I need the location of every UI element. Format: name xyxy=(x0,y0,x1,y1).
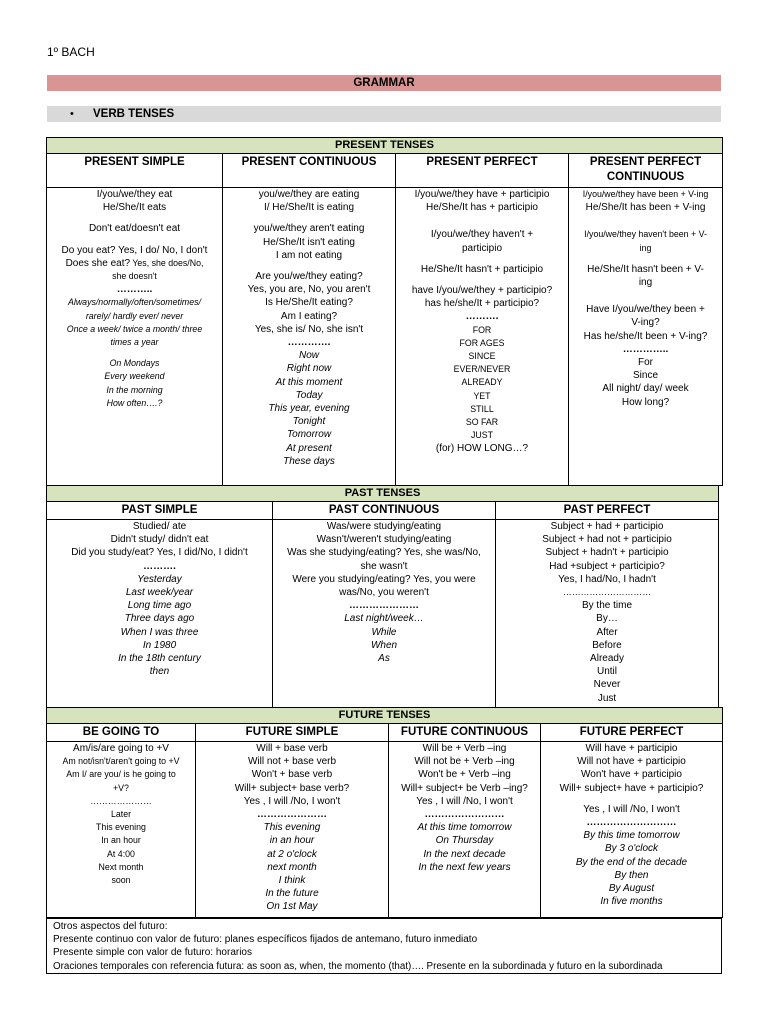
past-simple-cell xyxy=(47,520,273,708)
cell-line: SO FAR xyxy=(465,417,499,428)
spacer xyxy=(399,255,565,263)
cell-line: Yes, you are, No, you aren't xyxy=(247,284,371,296)
cell-line: Didn't study/ didn't eat xyxy=(110,534,209,546)
present-continuous-cell xyxy=(223,188,396,486)
cell-line: at 2 o'clock xyxy=(267,848,317,860)
cell-line: Were you studying/eating? Yes, you were xyxy=(292,573,476,585)
spacer xyxy=(50,214,219,222)
cell-line: He/She/It eats xyxy=(102,202,167,214)
note-line: Presente continuo con valor de futuro: planes específicos fijados de antemano, futuro inmediato xyxy=(53,934,478,946)
cell-line: FOR xyxy=(472,324,492,335)
cell-line: As xyxy=(378,653,390,665)
cell-line: Will+ subject+ base verb? xyxy=(234,782,350,794)
cell-line: next month xyxy=(267,861,317,873)
cell-line: ………………… xyxy=(257,809,327,821)
cell-line: (for) HOW LONG…? xyxy=(435,443,529,455)
cell-line: ing xyxy=(639,242,652,253)
cell-line: ………….. xyxy=(622,343,669,355)
cell-line: I am not eating xyxy=(275,249,343,261)
cell-line: When I was three xyxy=(120,626,199,638)
cell-line: Did you study/eat? Yes, I did/No, I didn't xyxy=(71,547,248,559)
cell-line: He/She/It hasn't been + V- xyxy=(587,263,704,275)
cell-line: Do you eat? Yes, I do/ No, I don't xyxy=(61,244,208,256)
header-past-perfect: PAST PERFECT xyxy=(496,502,719,520)
spacer xyxy=(572,214,719,228)
cell-line: Since xyxy=(633,370,659,382)
cell-line: In the future xyxy=(265,888,319,900)
cell-line: By the end of the decade xyxy=(575,856,688,868)
cell-line: in an hour xyxy=(269,835,315,847)
spacer xyxy=(50,349,219,357)
cell-line: After xyxy=(596,626,618,638)
cell-line: Will not be + Verb –ing xyxy=(414,756,515,768)
cell-line: Always/normally/often/sometimes/ xyxy=(68,297,201,308)
cell-line: Before xyxy=(592,639,622,651)
cell-line: Tonight xyxy=(292,416,326,428)
cell-line: In the 18th century xyxy=(118,653,201,665)
past-tenses-table xyxy=(46,485,719,708)
cell-line: He/She/It has been + V-ing xyxy=(585,202,706,214)
spacer xyxy=(572,289,719,303)
cell-line: SINCE xyxy=(468,351,496,362)
cell-line: Next month xyxy=(98,861,144,872)
cell-line: In the morning xyxy=(106,384,163,395)
cell-line: Will be + Verb –ing xyxy=(422,743,507,754)
cell-line: participio xyxy=(461,242,503,254)
cell-line: These days xyxy=(283,455,335,467)
cell-line: ………………………… xyxy=(563,587,651,598)
cell-line: soon xyxy=(111,875,131,886)
cell-line: At this time tomorrow xyxy=(417,822,512,834)
cell-line: Just xyxy=(597,692,617,704)
verb-tenses-heading: VERB TENSES xyxy=(93,108,175,120)
cell-line: ……….. xyxy=(116,284,153,296)
cell-line: Already xyxy=(590,653,624,665)
cell-line: He/She/It hasn't + participio xyxy=(420,263,544,275)
cell-line: Won't + base verb xyxy=(251,769,333,781)
cell-line: In an hour xyxy=(101,835,141,846)
cell-line: ALREADY xyxy=(461,377,503,388)
cell-line: I/ He/She/It is eating xyxy=(263,202,355,214)
cell-line: Last night/week… xyxy=(344,613,424,625)
cell-line: JUST xyxy=(471,430,493,441)
cell-line: ……………………… xyxy=(586,817,677,829)
cell-line: have I/you/we/they + participio? xyxy=(411,285,553,297)
cell-line: Will+ subject+ have + participio? xyxy=(559,782,704,794)
cell-line: Was/were studying/eating xyxy=(326,521,442,532)
cell-line: ………. xyxy=(143,560,176,572)
cell-line: Three days ago xyxy=(124,613,195,625)
cell-line: He/She/It isn't eating xyxy=(263,236,355,248)
cell-line: Every weekend xyxy=(104,371,165,382)
cell-line: Yes, she is/ No, she isn't xyxy=(254,323,364,335)
cell-line: Am I eating? xyxy=(280,310,338,322)
bullet-icon: • xyxy=(70,108,74,120)
note-line: Presente simple con valor de futuro: horarios xyxy=(53,947,252,959)
cell-line: Yes, I had/No, I hadn't xyxy=(558,573,656,585)
cell-line: YET xyxy=(473,390,491,401)
cell-line: All night/ day/ week xyxy=(602,383,689,395)
cell-line: …………………… xyxy=(424,809,505,821)
present-tenses-table xyxy=(46,137,723,486)
spacer xyxy=(572,255,719,263)
course-label: 1º BACH xyxy=(47,45,95,59)
cell-line: ………. xyxy=(465,311,499,323)
grammar-title: GRAMMAR xyxy=(47,75,721,91)
cell-line: STILL xyxy=(470,403,494,414)
cell-line: Wasn't/weren't studying/eating xyxy=(316,534,452,546)
spacer xyxy=(50,236,219,244)
cell-line: This evening xyxy=(263,822,321,834)
cell-line: ………………… xyxy=(90,795,152,806)
cell-line: By then xyxy=(614,869,649,881)
cell-line: On Mondays xyxy=(109,358,160,369)
cell-line: He/She/It has + participio xyxy=(425,202,538,214)
cell-line: I think xyxy=(278,875,306,887)
header-future-perfect: FUTURE PERFECT xyxy=(541,724,723,742)
cell-line: When xyxy=(370,639,398,651)
cell-line: Once a week/ twice a month/ three xyxy=(66,323,203,334)
cell-line: +V? xyxy=(113,782,129,793)
cell-line: you/we/they are eating xyxy=(258,189,360,200)
cell-line: I/you/we/they haven't + xyxy=(430,229,534,241)
cell-line: While xyxy=(371,626,397,638)
cell-line: Won't be + Verb –ing xyxy=(418,769,511,781)
cell-line: Last week/year xyxy=(125,587,194,599)
cell-line: Today xyxy=(295,389,323,401)
cell-line: Tomorrow xyxy=(286,429,332,441)
cell-line: FOR AGES xyxy=(459,337,505,348)
cell-line: At this moment xyxy=(275,376,343,388)
header-present-perfect-continuous: PRESENT PERFECT CONTINUOUS xyxy=(569,154,723,188)
present-perfect-cell xyxy=(396,188,569,486)
cell-line: …………. xyxy=(287,337,331,349)
cell-line: Is He/She/It eating? xyxy=(265,297,353,309)
cell-line: By the time xyxy=(581,600,633,612)
cell-line: Subject + had not + participio xyxy=(542,534,672,546)
past-tenses-title: PAST TENSES xyxy=(47,486,719,502)
cell-line: In 1980 xyxy=(142,639,177,651)
spacer xyxy=(226,262,392,270)
cell-line-small: Yes, she does/No, xyxy=(130,257,204,268)
cell-line: Subject + hadn't + participio xyxy=(545,547,669,559)
cell-line: I/you/we/they haven't been + V- xyxy=(584,229,707,240)
header-past-simple: PAST SIMPLE xyxy=(47,502,273,520)
cell-line: Subject + had + participio xyxy=(550,521,664,532)
cell-line: Never xyxy=(593,679,621,691)
cell-line: Long time ago xyxy=(127,600,192,612)
header-present-continuous: PRESENT CONTINUOUS xyxy=(223,154,396,188)
past-continuous-cell xyxy=(273,520,496,708)
spacer xyxy=(399,214,565,228)
cell-line: I/you/we/they eat xyxy=(96,189,173,200)
cell-line: Won't have + participio xyxy=(581,769,682,781)
future-notes-box xyxy=(46,918,722,974)
cell-line: Am I/ are you/ is he going to xyxy=(66,769,176,780)
cell-line: Was she studying/eating? Yes, she was/No, xyxy=(287,547,481,559)
cell-line: In the next few years xyxy=(418,861,511,873)
cell-line: Will not + base verb xyxy=(247,756,337,768)
cell-line xyxy=(50,257,219,270)
cell-line: Had +subject + participio? xyxy=(549,560,665,572)
spacer xyxy=(399,276,565,284)
present-tenses-title: PRESENT TENSES xyxy=(47,138,723,154)
cell-line: Will not have + participio xyxy=(577,756,686,768)
cell-line: Yes , I will /No, I won't xyxy=(243,795,341,807)
cell-line: By… xyxy=(596,613,618,625)
cell-line: I/you/we/they have been + V-ing xyxy=(582,189,709,199)
cell-line: Has he/she/It been + V-ing? xyxy=(583,330,708,342)
cell-line: Studied/ ate xyxy=(132,521,187,532)
header-present-perfect: PRESENT PERFECT xyxy=(396,154,569,188)
cell-line: By this time tomorrow xyxy=(583,830,680,842)
cell-line: Don't eat/doesn't eat xyxy=(88,223,181,235)
cell-line: Now xyxy=(298,350,319,362)
cell-line: On Thursday xyxy=(435,835,494,847)
cell-line: Will + base verb xyxy=(256,743,328,754)
cell-line: ………………… xyxy=(349,600,419,612)
cell-line: has he/she/It + participio? xyxy=(424,298,540,310)
cell-line: times a year xyxy=(110,337,159,348)
cell-line: How long? xyxy=(621,396,670,408)
cell-line: On 1st May xyxy=(266,901,318,913)
cell-line: Later xyxy=(110,809,132,820)
cell-line-main: Does she eat? xyxy=(65,257,131,269)
cell-line: Am not/isn't/aren't going to +V xyxy=(62,756,180,767)
cell-line: In the next decade xyxy=(423,848,506,860)
future-tenses-table xyxy=(46,707,723,918)
cell-line: By August xyxy=(608,883,655,895)
future-simple-cell xyxy=(196,742,389,918)
cell-line: EVER/NEVER xyxy=(453,364,511,375)
cell-line: In five months xyxy=(600,896,663,908)
cell-line: At present xyxy=(286,442,332,454)
cell-line: This evening xyxy=(96,822,146,833)
cell-line: For xyxy=(638,357,654,369)
cell-line: This year, evening xyxy=(268,403,350,415)
note-line: Oraciones temporales con referencia futura: as soon as, when, the momento (that)…. Presente en la subordinada y futuro en la subordinada xyxy=(53,960,663,972)
future-continuous-cell xyxy=(389,742,541,918)
cell-line: At 4:00 xyxy=(107,848,135,859)
cell-line: Are you/we/they eating? xyxy=(255,271,363,283)
cell-line: you/we/they aren't eating xyxy=(253,223,365,235)
cell-line: then xyxy=(149,666,170,678)
header-be-going-to: BE GOING TO xyxy=(47,724,196,742)
spacer xyxy=(226,214,392,222)
header-past-continuous: PAST CONTINUOUS xyxy=(273,502,496,520)
cell-line: Have I/you/we/they been + xyxy=(586,304,705,316)
header-future-simple: FUTURE SIMPLE xyxy=(196,724,389,742)
future-tenses-title: FUTURE TENSES xyxy=(47,708,723,724)
be-going-to-cell xyxy=(47,742,196,918)
spacer xyxy=(544,795,719,803)
cell-line: How often….? xyxy=(106,397,163,408)
cell-line: she wasn't xyxy=(360,560,408,572)
future-perfect-cell xyxy=(541,742,723,918)
header-future-continuous: FUTURE CONTINUOUS xyxy=(389,724,541,742)
cell-line: Right now xyxy=(286,363,332,375)
cell-line: she doesn't xyxy=(112,271,157,282)
cell-line: By 3 o'clock xyxy=(604,843,659,855)
present-perfect-continuous-cell xyxy=(569,188,723,486)
cell-line: Will have + participio xyxy=(585,743,678,754)
cell-line: Until xyxy=(596,666,617,678)
cell-line: Will+ subject+ be Verb –ing? xyxy=(401,782,528,794)
cell-line: ing xyxy=(638,277,653,289)
cell-line: Yes , I will /No, I won't xyxy=(583,803,680,815)
note-line: Otros aspectos del futuro: xyxy=(53,921,168,932)
cell-line: Yes , I will /No, I won't xyxy=(416,795,513,807)
cell-line: Yesterday xyxy=(137,573,182,585)
cell-line: I/you/we/they have + participio xyxy=(414,189,550,200)
header-present-simple: PRESENT SIMPLE xyxy=(47,154,223,188)
present-simple-cell xyxy=(47,188,223,486)
cell-line: V-ing? xyxy=(631,317,660,329)
cell-line: Am/is/are going to +V xyxy=(73,743,169,754)
cell-line: rarely/ hardly ever/ never xyxy=(85,310,184,321)
cell-line: was/No, you weren't xyxy=(339,587,429,599)
past-perfect-cell xyxy=(496,520,719,708)
